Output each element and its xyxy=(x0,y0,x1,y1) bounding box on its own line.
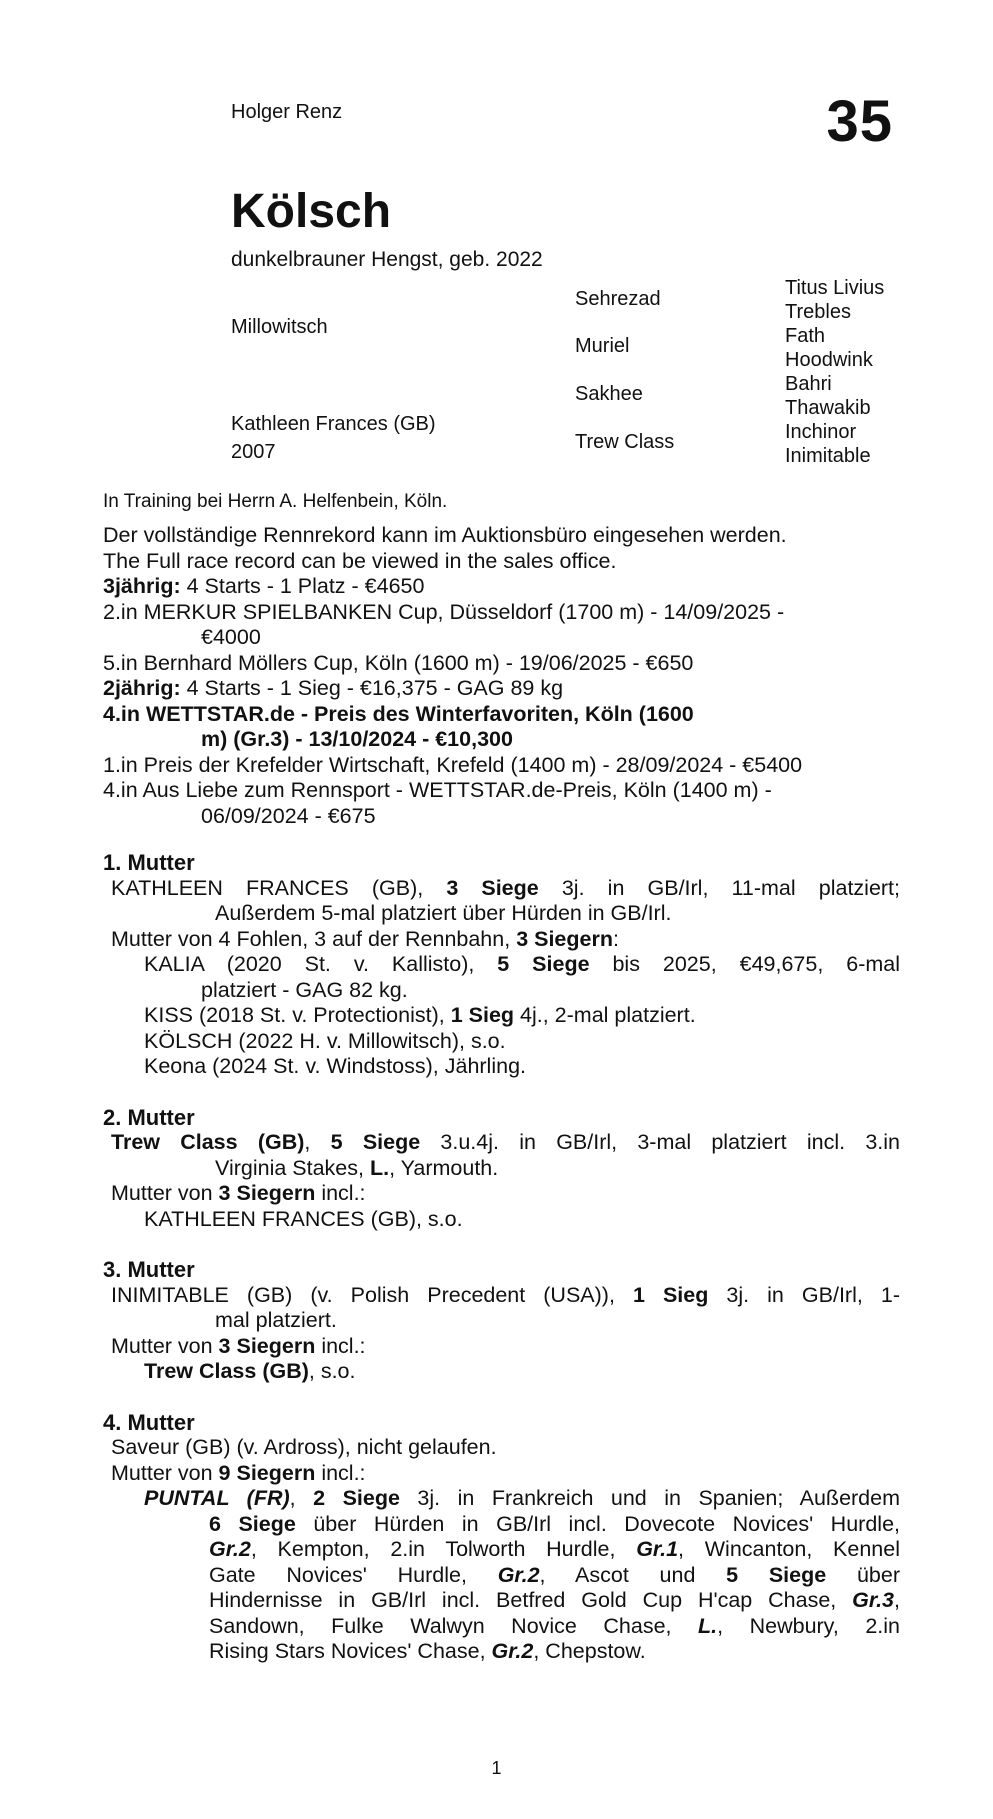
pedigree-dam-year: 2007 xyxy=(231,441,276,463)
grade: Gr.2 xyxy=(209,1537,251,1561)
pedigree-grandparent: Trew Class xyxy=(575,431,675,453)
text: incl.: xyxy=(315,1333,366,1358)
pedigree-grandparent: Sakhee xyxy=(575,383,643,405)
winners: 9 Siegern xyxy=(218,1460,316,1485)
text: Virginia Stakes, xyxy=(215,1155,370,1180)
wins: 1 Sieg xyxy=(450,1003,515,1027)
section-mutter-4 xyxy=(103,1410,900,1665)
produce-puntal xyxy=(103,1486,900,1512)
section-mutter-2 xyxy=(103,1105,900,1233)
pedigree-sire: Millowitsch xyxy=(231,316,328,338)
produce-puntal-cont xyxy=(103,1537,900,1563)
age3-race-2: 5.in Bernhard Möllers Cup, Köln (1600 m) - 19/06/2025 - €650 xyxy=(103,650,694,675)
age3-summary xyxy=(103,574,898,600)
section-title: 4. Mutter xyxy=(103,1409,195,1435)
dam-line-cont xyxy=(103,1156,900,1182)
record-note-en: The Full race record can be viewed in the sales office. xyxy=(103,548,617,573)
text: : xyxy=(612,926,619,951)
produce-name: Trew Class (GB) xyxy=(144,1359,309,1383)
page-number: 1 xyxy=(491,1758,502,1778)
pedigree-great-grandparent: Hoodwink xyxy=(785,349,873,371)
winners: 3 Siegern xyxy=(218,1181,316,1205)
dam-line-cont: Außerdem 5-mal platziert über Hürden in GB/Irl. xyxy=(215,901,672,925)
record-note-de: Der vollständige Rennrekord kann im Auktionsbüro eingesehen werden. xyxy=(103,523,787,547)
text: 3j. in GB/Irl, 11-mal platziert; xyxy=(538,875,901,900)
pedigree-great-grandparent: Inimitable xyxy=(785,445,871,467)
text: KALIA (2020 St. v. Kallisto), xyxy=(144,952,498,976)
produce-keona: Keona (2024 St. v. Windstoss), Jährling. xyxy=(144,1054,527,1078)
section-title: 2. Mutter xyxy=(103,1104,195,1130)
pedigree-grandparent: Sehrezad xyxy=(575,288,661,310)
grade: L. xyxy=(698,1613,718,1638)
grade: Gr.2 xyxy=(497,1562,540,1587)
age3-label: 3jährig: xyxy=(103,574,181,598)
produce-summary xyxy=(103,1334,900,1360)
produce-puntal-cont xyxy=(103,1588,900,1614)
age2-label: 2jährig: xyxy=(103,676,181,700)
text: Mutter von xyxy=(111,1181,219,1205)
age2-race-3: 4.in Aus Liebe zum Rennsport - WETTSTAR.de-Preis, Köln (1400 m) - xyxy=(103,778,772,802)
text: Hindernisse in GB/Irl incl. Betfred Gold Cup H'cap Chase, xyxy=(209,1588,853,1612)
wins: 6 Siege xyxy=(209,1511,296,1536)
pedigree-great-grandparent: Inchinor xyxy=(785,421,857,443)
produce-kiss xyxy=(103,1003,900,1029)
text: INIMITABLE (GB) (v. Polish Precedent (USA)), xyxy=(111,1282,633,1307)
text: bis 2025, €49,675, 6-mal xyxy=(589,952,900,976)
dam-line-cont: mal platziert. xyxy=(215,1308,337,1332)
age2-summary xyxy=(103,676,898,702)
dam-name: Trew Class (GB) xyxy=(111,1130,305,1154)
text: , Chepstow. xyxy=(533,1639,646,1663)
text: über xyxy=(826,1562,900,1587)
text: KISS (2018 St. v. Protectionist), xyxy=(144,1003,451,1027)
wins: 5 Siege xyxy=(330,1130,421,1154)
age2-race-2: 1.in Preis der Krefelder Wirtschaft, Krefeld (1400 m) - 28/09/2024 - €5400 xyxy=(103,752,803,777)
text: Rising Stars Novices' Chase, xyxy=(209,1639,492,1663)
section-mutter-3 xyxy=(103,1257,900,1385)
text: , Ascot und xyxy=(539,1562,727,1587)
age2-race-1-cont: m) (Gr.3) - 13/10/2024 - €10,300 xyxy=(201,727,513,751)
text: , xyxy=(894,1588,900,1612)
produce-puntal-cont xyxy=(103,1563,900,1589)
produce-koelsch: KÖLSCH (2022 H. v. Millowitsch), s.o. xyxy=(144,1028,506,1053)
age3-race-1-cont: €4000 xyxy=(201,625,261,649)
age2-summary-text: 4 Starts - 1 Sieg - €16,375 - GAG 89 kg xyxy=(180,676,564,700)
text: , Yarmouth. xyxy=(389,1155,499,1180)
pedigree-grandparent: Muriel xyxy=(575,335,630,357)
section-mutter-1 xyxy=(103,850,900,1080)
grade: Gr.2 xyxy=(491,1639,534,1663)
winners: 3 Siegern xyxy=(516,926,613,951)
pedigree-great-grandparent: Trebles xyxy=(785,301,851,323)
wins: 2 Siege xyxy=(313,1486,400,1510)
pedigree-great-grandparent: Fath xyxy=(785,325,826,347)
text: incl.: xyxy=(315,1460,366,1485)
text: Sandown, Fulke Walwyn Novice Chase, xyxy=(209,1613,699,1638)
text: incl.: xyxy=(315,1181,366,1205)
wins: 3 Siege xyxy=(446,875,539,900)
produce-puntal-cont xyxy=(103,1614,900,1640)
produce-summary xyxy=(103,927,900,953)
text: über Hürden in GB/Irl incl. Dovecote Novices' Hurdle, xyxy=(295,1511,900,1536)
text: 3j. in GB/Irl, 1- xyxy=(708,1282,900,1307)
produce-name: PUNTAL (FR) xyxy=(144,1486,290,1510)
text: , Wincanton, Kennel xyxy=(678,1537,901,1561)
produce-puntal-cont xyxy=(103,1639,900,1665)
text: , xyxy=(289,1486,314,1510)
horse-description: dunkelbrauner Hengst, geb. 2022 xyxy=(231,248,543,271)
text: , Newbury, 2.in xyxy=(717,1613,900,1638)
text: , s.o. xyxy=(308,1359,356,1383)
text: 3.u.4j. in GB/Irl, 3-mal platziert incl. 3.in xyxy=(420,1130,900,1154)
training-note: In Training bei Herrn A. Helfenbein, Köln. xyxy=(103,491,448,512)
produce-puntal-cont xyxy=(103,1512,900,1538)
produce-kalia-cont: platziert - GAG 82 kg. xyxy=(201,977,408,1002)
dam-line: Saveur (GB) (v. Ardross), nicht gelaufen. xyxy=(111,1435,497,1459)
wins: 1 Sieg xyxy=(632,1282,709,1307)
dam-line xyxy=(103,1283,900,1309)
pedigree-great-grandparent: Bahri xyxy=(785,373,832,395)
winners: 3 Siegern xyxy=(218,1333,316,1358)
text: , Kempton, 2.in Tolworth Hurdle, xyxy=(250,1537,637,1561)
section-title: 1. Mutter xyxy=(103,850,195,875)
section-title: 3. Mutter xyxy=(103,1257,195,1282)
grade: Gr.3 xyxy=(852,1588,895,1612)
text: Mutter von xyxy=(111,1333,219,1358)
race-class: L. xyxy=(369,1155,390,1180)
produce-summary xyxy=(103,1181,900,1207)
text: , xyxy=(304,1130,331,1154)
dam-line xyxy=(103,876,900,902)
pedigree-great-grandparent: Thawakib xyxy=(785,397,871,419)
age3-race-1: 2.in MERKUR SPIELBANKEN Cup, Düsseldorf (1700 m) - 14/09/2025 - xyxy=(103,599,785,624)
text: KATHLEEN FRANCES (GB), xyxy=(111,875,447,900)
age2-race-3-cont: 06/09/2024 - €675 xyxy=(201,803,376,828)
age2-race-1: 4.in WETTSTAR.de - Preis des Winterfavoriten, Köln (1600 xyxy=(103,701,694,726)
text: Gate Novices' Hurdle, xyxy=(209,1562,498,1587)
horse-name: Kölsch xyxy=(231,185,392,238)
text: Mutter von xyxy=(111,1460,219,1485)
pedigree-great-grandparent: Titus Livius xyxy=(785,277,885,299)
produce-kalia xyxy=(103,952,900,978)
dam-sections xyxy=(103,850,900,1690)
produce-summary xyxy=(103,1461,900,1487)
text: 4j., 2-mal platziert. xyxy=(514,1003,696,1027)
text: Mutter von 4 Fohlen, 3 auf der Rennbahn, xyxy=(111,926,517,951)
produce-item xyxy=(103,1359,900,1385)
race-record xyxy=(103,523,898,829)
produce-item: KATHLEEN FRANCES (GB), s.o. xyxy=(144,1206,463,1231)
age3-summary-text: 4 Starts - 1 Platz - €4650 xyxy=(180,574,425,598)
grade: Gr.1 xyxy=(636,1537,679,1561)
wins: 5 Siege xyxy=(726,1562,827,1587)
lot-number: 35 xyxy=(826,89,893,154)
consignor-name: Holger Renz xyxy=(231,101,343,123)
text: 3j. in Frankreich und in Spanien; Außerdem xyxy=(399,1486,901,1510)
wins: 5 Siege xyxy=(497,952,590,976)
pedigree-dam-name: Kathleen Frances (GB) xyxy=(231,413,436,435)
pedigree-dam xyxy=(231,410,436,466)
dam-line xyxy=(103,1130,900,1156)
